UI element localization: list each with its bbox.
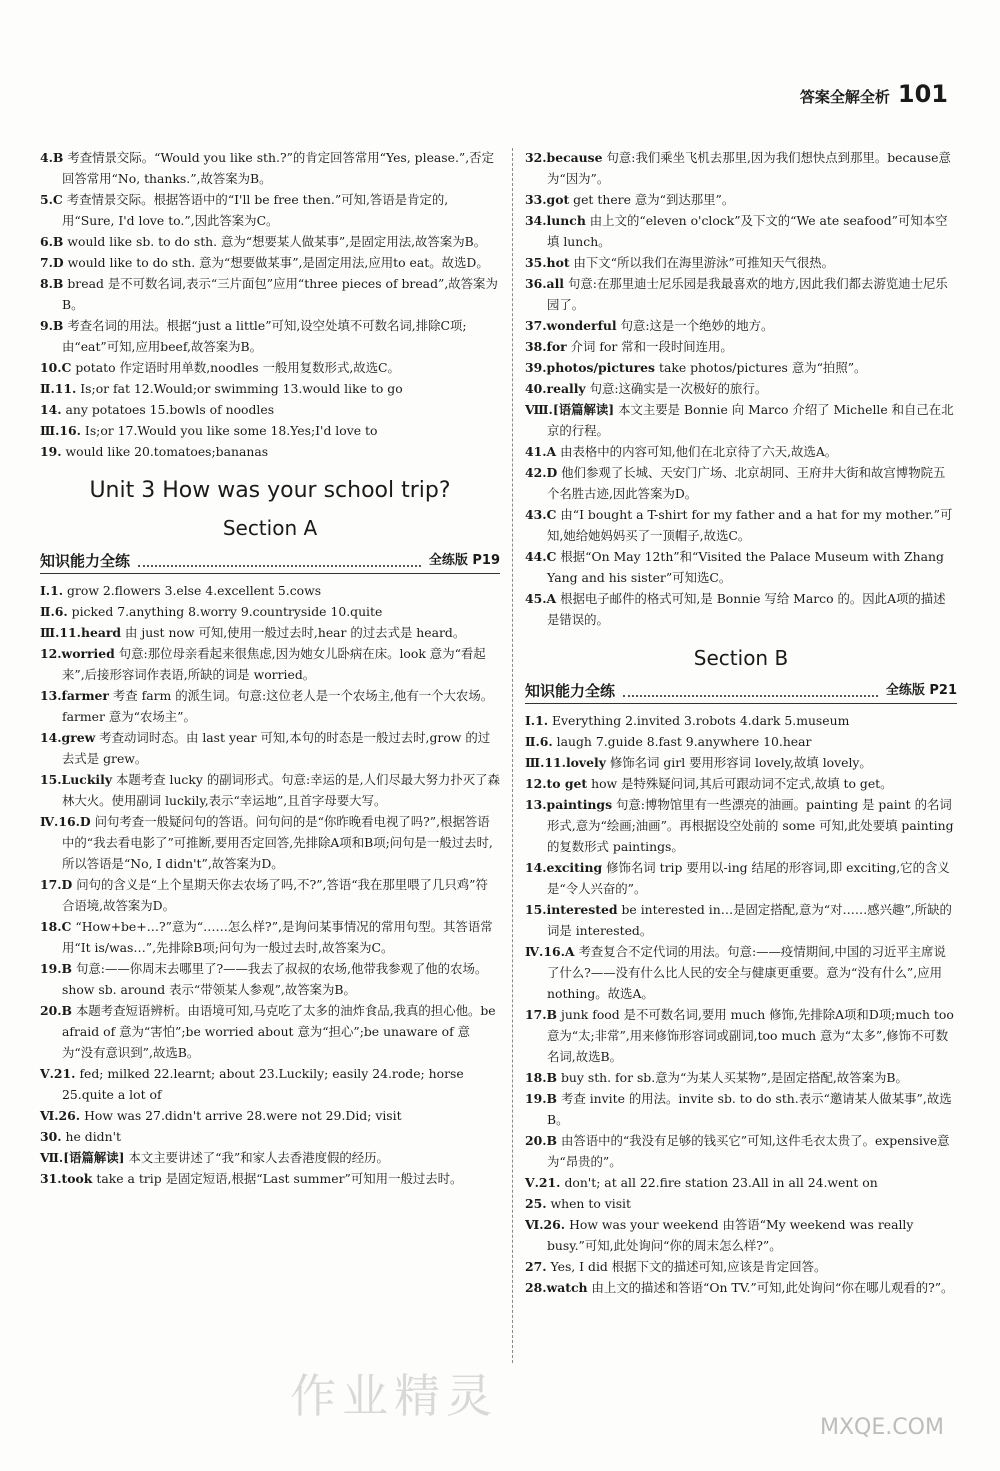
answer-explanation: 句意:——你周末去哪里了?——我去了叔叔的农场,他带我参观了他的农场。show sb. around 表示“带领某人参观”,故答案为B。: [62, 961, 488, 997]
answer-entry: [40, 580, 500, 601]
answer-entry: [40, 916, 500, 958]
answer-key: 4.B: [40, 150, 64, 165]
answer-list: [525, 147, 957, 630]
answer-key: 13.paintings: [525, 797, 613, 812]
right-column: [525, 147, 957, 1298]
answer-key: 41.A: [525, 444, 557, 459]
answer-entry: [40, 811, 500, 874]
answer-entry: [525, 546, 957, 588]
answer-key: 7.D: [40, 255, 64, 270]
answer-entry: [525, 773, 957, 794]
answer-explanation: take a trip 是固定短语,根据“Last summer”可知用一般过去时。: [96, 1171, 463, 1186]
answer-explanation: 根据“On May 12th”和“Visited the Palace Museum with Zhang Yang and his sister”可知选C。: [547, 549, 944, 585]
answer-key: Ⅴ.21.: [525, 1175, 561, 1190]
answer-entry: [525, 378, 957, 399]
answer-key: 19.B: [525, 1091, 558, 1106]
answer-entry: [525, 399, 957, 441]
answer-list: [40, 147, 500, 462]
answer-explanation: 问句考查一般疑问句的答语。问句问的是“你昨晚看电视了吗?”,根据答语中的“我去看电影了”可推断,要用否定回答,先排除A项和B项;问句是一般过去时,所以答语是“No, I didn't”,故答案为D。: [62, 814, 493, 871]
answer-entry: [40, 1147, 500, 1168]
answer-explanation: Everything 2.invited 3.robots 4.dark 5.museum: [552, 713, 850, 728]
answer-entry: [525, 1130, 957, 1172]
answer-entry: [40, 252, 500, 273]
answer-explanation: Is;or fat 12.Would;or swimming 13.would like to go: [80, 381, 403, 396]
answer-entry: [525, 210, 957, 252]
answer-entry: [525, 462, 957, 504]
answer-explanation: be interested in…是固定搭配,意为“对……感兴趣”,所缺的词是 interested。: [547, 902, 952, 938]
answer-explanation: 句意:这是一个绝妙的地方。: [620, 318, 774, 333]
practice-label: 知识能力全练: [40, 552, 131, 570]
answer-explanation: 介词 for 常和一段时间连用。: [570, 339, 733, 354]
answer-explanation: 句意:在那里迪士尼乐园是我最喜欢的地方,因此我们都去游览迪士尼乐园了。: [547, 276, 948, 312]
answer-key: 28.watch: [525, 1280, 588, 1295]
practice-label: 知识能力全练: [525, 682, 616, 700]
answer-key: 40.really: [525, 381, 586, 396]
answer-entry: [525, 899, 957, 941]
answer-key: Ⅵ.26.: [525, 1217, 566, 1232]
answer-entry: [40, 727, 500, 769]
answer-explanation: don't; at all 22.fire station 23.All in all 24.went on: [564, 1175, 878, 1190]
answer-key: 19.: [40, 444, 62, 459]
answer-explanation: 他们参观了长城、天安门广场、北京胡同、王府井大街和故宫博物院五个名胜古迹,因此答案为D。: [547, 465, 946, 501]
answer-key: 18.C: [40, 919, 72, 934]
answer-explanation: How was your weekend 由答语“My weekend was really busy.”可知,此处询问“你的周末怎么样?”。: [547, 1217, 914, 1253]
answer-key: 12.to get: [525, 776, 588, 791]
answer-explanation: “How+be+…?”意为“……怎么样?”,是询问某事情况的常用句型。其答语常用“It is/was…”,先排除B项;问句为一般过去时,故答案为C。: [62, 919, 493, 955]
answer-entry: [525, 357, 957, 378]
answer-key: Ⅲ.11.lovely: [525, 755, 606, 770]
answer-explanation: picked 7.anything 8.worry 9.countryside 10.quite: [71, 604, 383, 619]
answer-key: 45.A: [525, 591, 557, 606]
answer-entry: [40, 1126, 500, 1147]
answer-key: Ⅰ.1.: [40, 583, 64, 598]
answer-entry: [40, 231, 500, 252]
answer-key: Ⅶ.[语篇解读]: [40, 1150, 125, 1165]
page-number: 101: [897, 80, 948, 108]
answer-entry: [40, 315, 500, 357]
practice-ref: 全练版 P19: [428, 553, 500, 568]
dotted-leader: [623, 685, 878, 697]
answer-entry: [525, 1172, 957, 1193]
answer-entry: [40, 874, 500, 916]
answer-entry: [40, 1105, 500, 1126]
answer-explanation: any potatoes 15.bowls of noodles: [65, 402, 275, 417]
left-column: [40, 147, 500, 1189]
answer-key: 12.worried: [40, 646, 115, 661]
section-title-a: Section A: [222, 516, 318, 540]
answer-explanation: would like to do sth. 意为“想要做某事”,是固定用法,应用to eat。故选D。: [67, 255, 489, 270]
answer-entry: [525, 1214, 957, 1256]
answer-key: 9.B: [40, 318, 64, 333]
answer-explanation: 句意:博物馆里有一些漂亮的油画。painting 是 paint 的名词形式,意为“绘画;油画”。再根据设空处前的 some 可知,此处要填 painting 的复数形式 paintings。: [547, 797, 954, 854]
answer-entry: [525, 857, 957, 899]
answer-explanation: take photos/pictures 意为“拍照”。: [658, 360, 867, 375]
answer-explanation: grow 2.flowers 3.else 4.excellent 5.cows: [67, 583, 322, 598]
answer-entry: [525, 252, 957, 273]
answer-explanation: 由 just now 可知,使用一般过去时,hear 的过去式是 heard。: [125, 625, 466, 640]
answer-explanation: laugh 7.guide 8.fast 9.anywhere 10.hear: [556, 734, 812, 749]
answer-key: 43.C: [525, 507, 557, 522]
answer-explanation: 句意:这确实是一次极好的旅行。: [589, 381, 768, 396]
answer-entry: [40, 147, 500, 189]
answer-list: [40, 580, 500, 1189]
answer-entry: [525, 1088, 957, 1130]
answer-key: Ⅱ.11.: [40, 381, 77, 396]
answer-explanation: how 是特殊疑问词,其后可跟动词不定式,故填 to get。: [591, 776, 893, 791]
answer-key: Ⅵ.26.: [40, 1108, 81, 1123]
answer-entry: [525, 1067, 957, 1088]
answer-explanation: 修饰名词 girl 要用形容词 lovely,故填 lovely。: [609, 755, 872, 770]
answer-explanation: bread 是不可数名词,表示“三片面包”应用“three pieces of bread”,故答案为B。: [62, 276, 498, 312]
answer-key: 14.grew: [40, 730, 96, 745]
answer-key: 35.hot: [525, 255, 570, 270]
answer-explanation: Is;or 17.Would you like some 18.Yes;I'd love to: [84, 423, 378, 438]
answer-entry: [40, 958, 500, 1000]
answer-key: 20.B: [40, 1003, 73, 1018]
answer-key: 17.D: [40, 877, 73, 892]
answer-entry: [525, 336, 957, 357]
dotted-leader: [138, 555, 421, 567]
answer-explanation: 考查动词时态。由 last year 可知,本句的时态是一般过去时,grow 的过去式是 grew。: [62, 730, 491, 766]
answer-explanation: 问句的含义是“上个星期天你去农场了吗,不?”,答语“我在那里喂了几只鸡”符合语境,故答案为D。: [62, 877, 488, 913]
answer-list: [525, 710, 957, 1298]
answer-key: 18.B: [525, 1070, 558, 1085]
answer-key: 25.: [525, 1196, 547, 1211]
answer-explanation: 考查情景交际。根据答语中的“I'll be free then.”可知,答语是肯定的,用“Sure, I'd love to.”,因此答案为C。: [62, 192, 449, 228]
answer-key: Ⅴ.21.: [40, 1066, 76, 1081]
header-title: 答案全解全析: [799, 88, 890, 106]
answer-explanation: 由答语中的“我没有足够的钱买它”可知,这件毛衣太贵了。expensive意为“昂贵的”。: [547, 1133, 950, 1169]
answer-explanation: 修饰名词 trip 要用以-ing 结尾的形容词,即 exciting,它的含义是“令人兴奋的”。: [547, 860, 950, 896]
answer-explanation: fed; milked 22.learnt; about 23.Luckily; easily 24.rode; horse 25.quite a lot of: [62, 1066, 464, 1102]
answer-explanation: 考查情景交际。“Would you like sth.?”的肯定回答常用“Yes, please.”,否定回答常用“No, thanks.”,故答案为B。: [62, 150, 494, 186]
answer-entry: [40, 643, 500, 685]
answer-key: 13.farmer: [40, 688, 109, 703]
answer-entry: [40, 189, 500, 231]
answer-entry: [40, 1168, 500, 1189]
answer-explanation: buy sth. for sb.意为“为某人买某物”,是固定搭配,故答案为B。: [560, 1070, 908, 1085]
answer-entry: [40, 1063, 500, 1105]
answer-key: 38.for: [525, 339, 567, 354]
answer-key: 32.because: [525, 150, 603, 165]
answer-key: Ⅲ.11.heard: [40, 625, 122, 640]
answer-explanation: potato 作定语时用单数,noodles 一般用复数形式,故选C。: [75, 360, 400, 375]
answer-entry: [525, 315, 957, 336]
answer-explanation: 句意:我们乘坐飞机去那里,因为我们想快点到那里。because意为“因为”。: [547, 150, 951, 186]
answer-key: 8.B: [40, 276, 64, 291]
answer-entry: [525, 1277, 957, 1298]
answer-explanation: 本文主要是 Bonnie 向 Marco 介绍了 Michelle 和自己在北京的行程。: [547, 402, 954, 438]
page-header: [800, 80, 948, 108]
answer-entry: [525, 504, 957, 546]
answer-key: Ⅳ.16.A: [525, 944, 575, 959]
answer-key: 20.B: [525, 1133, 558, 1148]
answer-explanation: 由上文的“eleven o'clock”及下文的“We ate seafood”可知本空填 lunch。: [547, 213, 948, 249]
answer-entry: [525, 189, 957, 210]
answer-entry: [525, 1193, 957, 1214]
answer-explanation: 考查复合不定代词的用法。句意:——疫情期间,中国的习近平主席说了什么?——没有什么比人民的安全与健康更重要。意为“没有什么”,应用 nothing。故选A。: [547, 944, 946, 1001]
answer-key: Ⅱ.6.: [40, 604, 68, 619]
unit-title: Unit 3 How was your school trip?: [89, 478, 451, 503]
answer-explanation: 根据电子邮件的格式可知,是 Bonnie 写给 Marco 的。因此A项的描述是错误的。: [547, 591, 946, 627]
watermark-left: 作业精灵: [290, 1369, 498, 1423]
answer-explanation: 考查 farm 的派生词。句意:这位老人是一个农场主,他有一个大农场。farmer 意为“农场主”。: [62, 688, 494, 724]
answer-key: 39.photos/pictures: [525, 360, 656, 375]
answer-entry: [40, 441, 500, 462]
practice-header: [40, 550, 500, 574]
answer-key: Ⅷ.[语篇解读]: [525, 402, 615, 417]
answer-entry: [40, 378, 500, 399]
answer-key: Ⅳ.16.D: [40, 814, 91, 829]
watermark-right: MXQE.COM: [820, 1415, 944, 1440]
answer-explanation: get there 意为“到达那里”。: [573, 192, 735, 207]
practice-ref: 全练版 P21: [885, 683, 957, 698]
answer-explanation: when to visit: [550, 1196, 631, 1211]
answer-explanation: 由表格中的内容可知,他们在北京待了六天,故选A。: [560, 444, 838, 459]
answer-key: 34.lunch: [525, 213, 586, 228]
answer-entry: [525, 941, 957, 1004]
answer-key: Ⅱ.6.: [525, 734, 553, 749]
answer-entry: [525, 273, 957, 315]
answer-explanation: 本题考查 lucky 的副词形式。句意:幸运的是,人们尽最大努力扑灭了森林大火。使用副词 luckily,表示“幸运地”,且首字母要大写。: [62, 772, 500, 808]
answer-key: 37.wonderful: [525, 318, 617, 333]
answer-key: 42.D: [525, 465, 558, 480]
answer-entry: [525, 731, 957, 752]
answer-entry: [525, 588, 957, 630]
answer-key: 19.B: [40, 961, 73, 976]
answer-key: 30.: [40, 1129, 62, 1144]
answer-entry: [525, 710, 957, 731]
answer-entry: [525, 1256, 957, 1277]
answer-entry: [40, 420, 500, 441]
answer-explanation: junk food 是不可数名词,要用 much 修饰,先排除A项和D项;much too 意为“太;非常”,用来修饰形容词或副词,too much 意为“太多”,修饰不可数名词,故选B。: [547, 1007, 954, 1064]
answer-key: 10.C: [40, 360, 72, 375]
answer-entry: [525, 1004, 957, 1067]
answer-explanation: How was 27.didn't arrive 28.were not 29.Did; visit: [84, 1108, 402, 1123]
answer-explanation: 考查 invite 的用法。invite sb. to do sth.表示“邀请某人做某事”,故选B。: [547, 1091, 952, 1127]
practice-header: [525, 680, 957, 704]
answer-entry: [40, 685, 500, 727]
answer-explanation: 由“I bought a T-shirt for my father and a hat for my mother.”可知,她给她妈妈买了一顶帽子,故选C。: [547, 507, 953, 543]
answer-explanation: 本题考查短语辨析。由语境可知,马克吃了太多的油炸食品,我真的担心他。be afraid of 意为“害怕”;be worried about 意为“担心”;be unaware of 意为“没有意识到”,故选B。: [62, 1003, 496, 1060]
answer-explanation: 由上文的描述和答语“On TV.”可知,此处询问“你在哪儿观看的?”。: [591, 1280, 954, 1295]
answer-explanation: 本文主要讲述了“我”和家人去香港度假的经历。: [128, 1150, 389, 1165]
answer-entry: [40, 399, 500, 420]
answer-key: 6.B: [40, 234, 64, 249]
answer-explanation: 句意:那位母亲看起来很焦虑,因为她女儿卧病在床。look 意为“看起来”,后接形容词作表语,所缺的词是 worried。: [62, 646, 486, 682]
answer-entry: [40, 357, 500, 378]
answer-entry: [525, 441, 957, 462]
answer-entry: [525, 752, 957, 773]
answer-key: 17.B: [525, 1007, 558, 1022]
answer-explanation: would like 20.tomatoes;bananas: [65, 444, 269, 459]
answer-explanation: 由下文“所以我们在海里游泳”可推知天气很热。: [573, 255, 834, 270]
column-divider: [512, 148, 513, 1363]
answer-explanation: would like sb. to do sth. 意为“想要某人做某事”,是固定用法,故答案为B。: [67, 234, 487, 249]
answer-entry: [40, 601, 500, 622]
answer-key: 5.C: [40, 192, 63, 207]
answer-key: 15.Luckily: [40, 772, 113, 787]
answer-explanation: he didn't: [65, 1129, 121, 1144]
answer-entry: [40, 273, 500, 315]
answer-key: Ⅰ.1.: [525, 713, 549, 728]
answer-key: 33.got: [525, 192, 570, 207]
answer-key: 44.C: [525, 549, 557, 564]
answer-key: 27.: [525, 1259, 547, 1274]
answer-entry: [525, 794, 957, 857]
answer-entry: [525, 147, 957, 189]
answer-explanation: Yes, I did 根据下文的描述可知,应该是肯定回答。: [550, 1259, 827, 1274]
answer-entry: [40, 769, 500, 811]
answer-entry: [40, 1000, 500, 1063]
answer-explanation: 考查名词的用法。根据“just a little”可知,设空处填不可数名词,排除C项;由“eat”可知,应用beef,故答案为B。: [62, 318, 467, 354]
answer-key: 14.: [40, 402, 62, 417]
answer-key: 15.interested: [525, 902, 618, 917]
section-title-b: Section B: [693, 646, 789, 670]
answer-key: 36.all: [525, 276, 564, 291]
answer-key: 14.exciting: [525, 860, 603, 875]
answer-key: Ⅲ.16.: [40, 423, 81, 438]
answer-key: 31.took: [40, 1171, 93, 1186]
answer-entry: [40, 622, 500, 643]
